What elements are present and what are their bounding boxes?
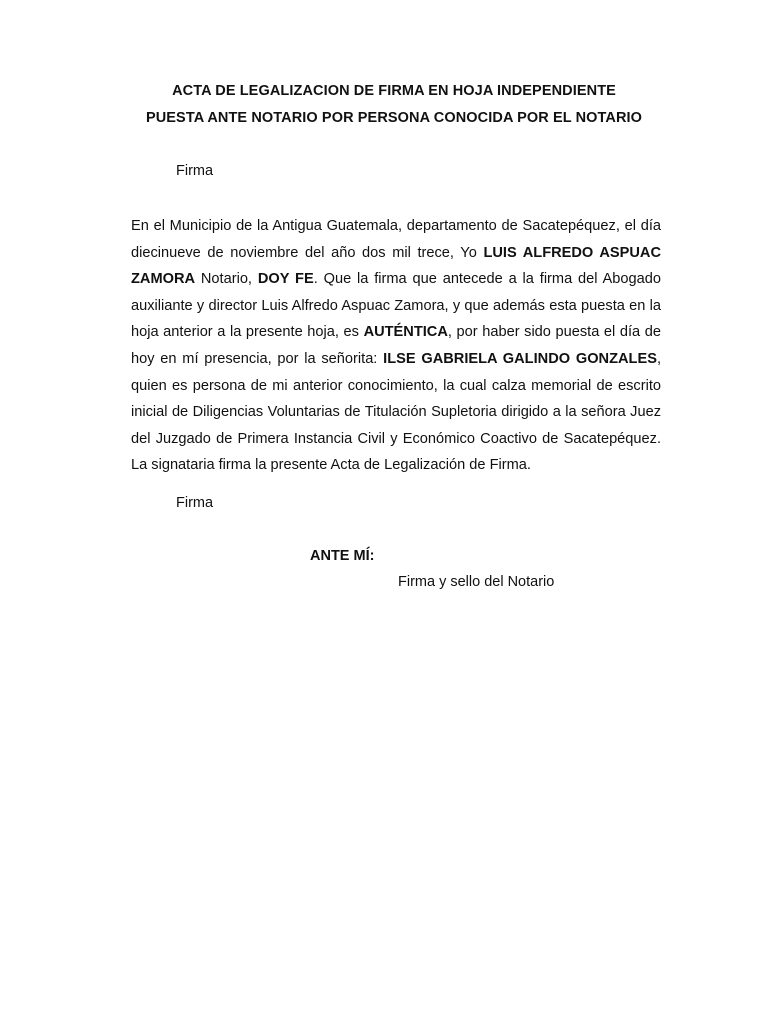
paragraph-segment: , quien es persona de mi anterior conocimiento, la cual calza memorial de escrito inicial de Diligencias Voluntarias de Titulación Supletoria dirigido a la señora Juez del Juzgado de Primera Instancia Civil y Económico Coactivo de Sacatepéquez. La signataria firma la presente Acta de Legalización de Firma. <box>131 350 661 474</box>
paragraph-segment: , por haber sido puesta el día de hoy en mí presencia, por la señorita: <box>131 324 661 367</box>
legalization-paragraph <box>131 213 661 479</box>
signer-name: ILSE GABRIELA GALINDO GONZALES <box>383 350 657 367</box>
paragraph-segment: Notario, <box>195 271 258 288</box>
document-title-line-2: PUESTA ANTE NOTARIO POR PERSONA CONOCIDA POR EL NOTARIO <box>145 110 643 126</box>
notary-signature-line: Firma y sello del Notario <box>398 574 555 590</box>
ante-mi-heading: ANTE MÍ: <box>310 548 375 564</box>
notary-name: LUIS ALFREDO ASPUAC ZAMORA <box>131 244 661 288</box>
document-title-line-1: ACTA DE LEGALIZACION DE FIRMA EN HOJA INDEPENDIENTE <box>172 83 616 99</box>
signature-label-top: Firma <box>176 163 214 179</box>
paragraph-segment: . Que la firma que antecede a la firma del Abogado auxiliante y director Luis Alfredo Aspuac Zamora, y que además esta puesta en la hoja anterior a la presente hoja, es <box>131 271 661 341</box>
signature-label-bottom: Firma <box>176 495 214 511</box>
paragraph-segment: En el Municipio de la Antigua Guatemala, departamento de Sacatepéquez, el día diecinueve de noviembre del año dos mil trece, Yo <box>131 218 661 261</box>
autentica-phrase: AUTÉNTICA <box>363 324 448 341</box>
doy-fe-phrase: DOY FE <box>257 271 314 288</box>
